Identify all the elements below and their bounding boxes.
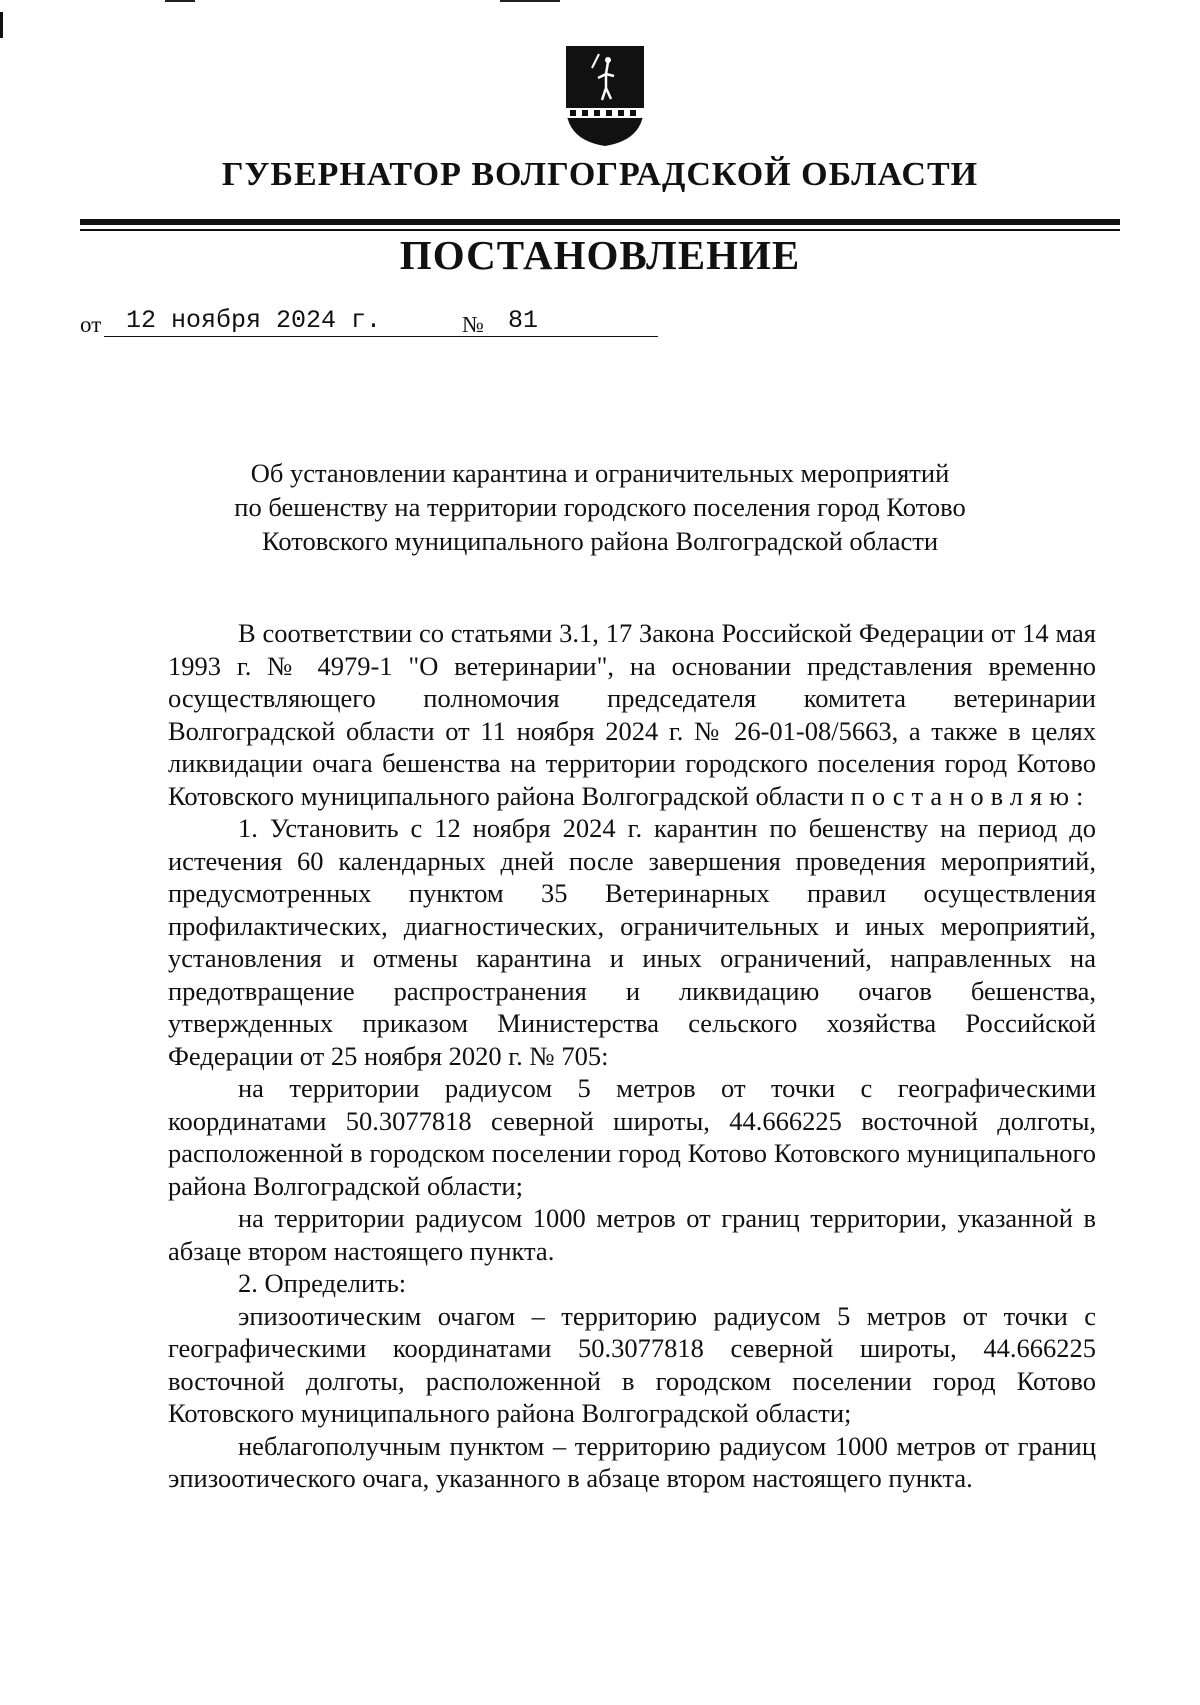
title-line: Котовского муниципального района Волгоградской области	[261, 526, 939, 556]
clause-2-paragraph-3: неблагополучным пунктом – территорию радиусом 1000 метров от границ эпизоотического очага, указанного в абзаце втором настоящего пункта.	[168, 1430, 1096, 1493]
scan-edge-mark	[165, 0, 195, 2]
header-rule-thick	[80, 219, 1120, 225]
number-prefix: №	[462, 312, 484, 337]
preamble-text: В соответствии со статьями 3.1, 17 Закона Российской Федерации от 14 мая 1993 г. № 4979-1 "О ветеринарии", на основании представления временно осуществляющего полномочия председателя комитета ветеринарии Волгоградской области от 11 ноября 2024 г. № 26-01-08/5663, а также в целях ликвидации очага бешенства на территории городского поселения город Котово Котовского муниципального района Волгоградской области	[168, 618, 1096, 811]
volgograd-coat-of-arms-icon	[562, 44, 648, 148]
title-line: Об установлении карантина и ограничительных мероприятий	[250, 458, 950, 488]
date-number-row	[80, 303, 700, 343]
document-body	[168, 617, 1096, 1495]
scan-edge-mark	[0, 12, 3, 38]
clause-2: 2. Определить:	[238, 1268, 407, 1298]
clause-1: 1. Установить с 12 ноября 2024 г. карантин по бешенству на период до истечения 60 календарных дней после завершения проведения мероприятий, предусмотренных пунктом 35 Ветеринарных правил осуществления профилактических, диагностических, ограничительных и иных мероприятий, установления и отмены карантина и иных ограничений, направленных на предотвращение распространения и ликвидацию очагов бешенства, утвержденных приказом Министерства сельского хозяйства Российской Федерации от 25 ноября 2020 г. № 705:	[168, 813, 1096, 1071]
preamble-paragraph	[168, 617, 1096, 812]
document-number: 81	[508, 306, 539, 335]
clause-2-paragraph-2: эпизоотическим очагом – территорию радиусом 5 метров от точки с географическими координатами 50.3077818 северной широты, 44.666225 восточной долготы, расположенной в городском поселении город Котово Котовского муниципального района Волгоградской области;	[168, 1300, 1096, 1428]
document-type: ПОСТАНОВЛЕНИЕ	[399, 232, 801, 278]
clause-1-paragraph-3: на территории радиусом 1000 метров от границ территории, указанной в абзаце втором настоящего пункта.	[168, 1203, 1096, 1266]
document-title	[160, 456, 1040, 558]
clause-1-paragraph-2: на территории радиусом 5 метров от точки с географическими координатами 50.3077818 северной широты, 44.666225 восточной долготы, расположенной в городском поселении город Котово Котовского муниципального района Волгоградской области;	[168, 1073, 1096, 1201]
document-date: 12 ноября 2024 г.	[126, 306, 382, 335]
issuing-authority: ГУБЕРНАТОР ВОЛГОГРАДСКОЙ ОБЛАСТИ	[221, 156, 979, 193]
date-prefix: от	[80, 312, 102, 337]
number-underline	[492, 336, 658, 337]
decree-word: постановляю:	[850, 780, 1091, 811]
scan-edge-mark	[500, 0, 560, 2]
title-line: по бешенству на территории городского поселения город Котово	[234, 492, 966, 522]
